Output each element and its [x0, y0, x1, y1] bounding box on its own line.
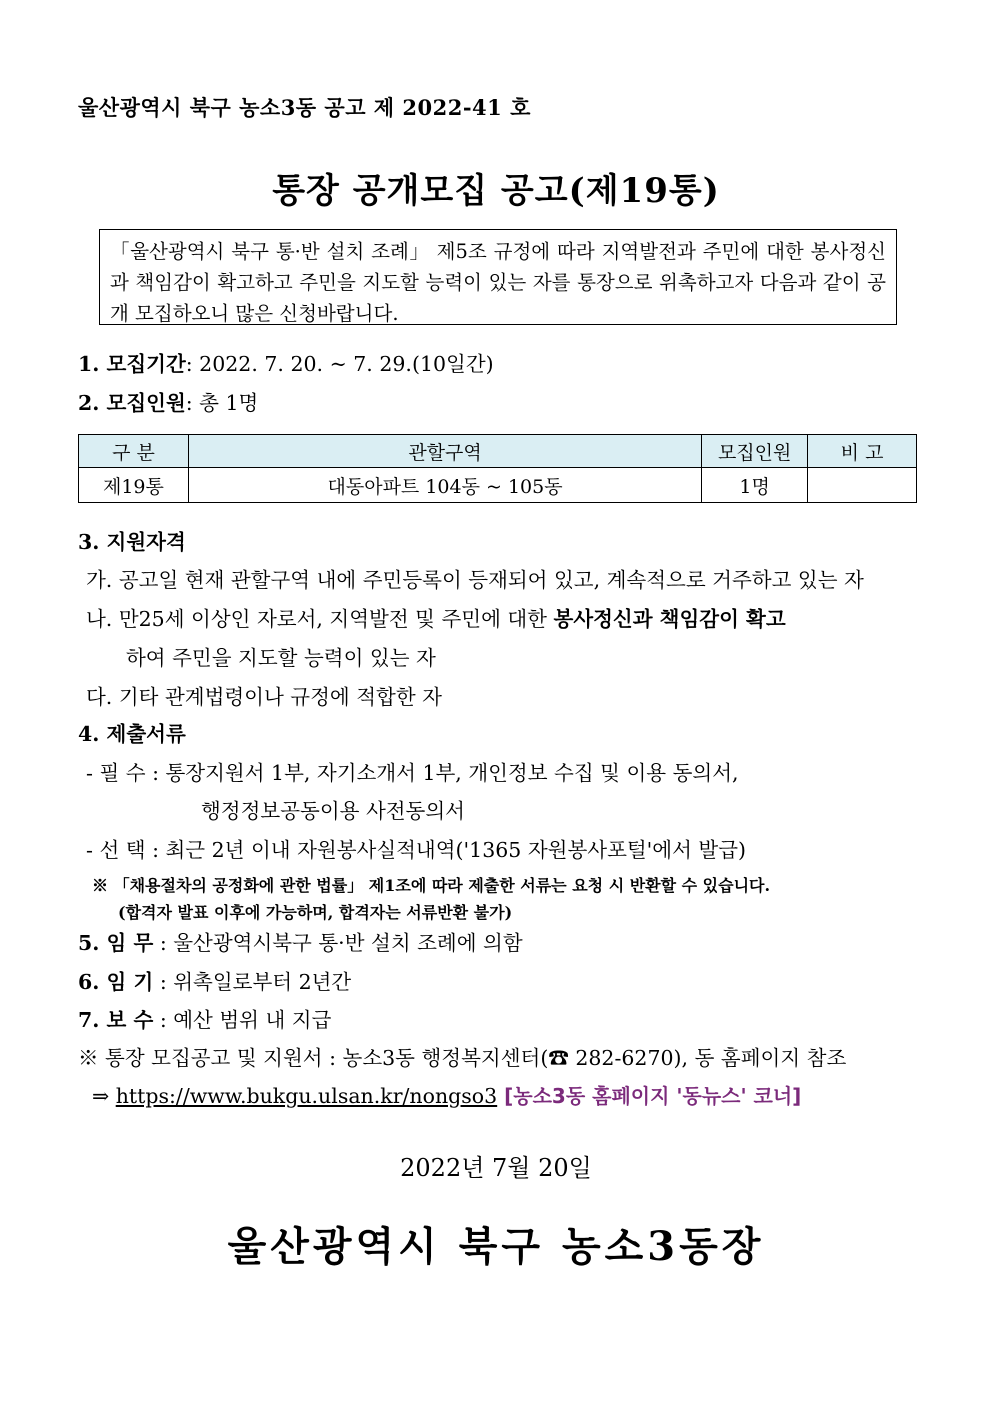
recruit-period: [78, 350, 494, 378]
term-value: : 위촉일로부터 2년간: [159, 970, 352, 994]
cell-area: 대동아파트 104동 ~ 105동: [188, 468, 701, 503]
qualification-b-text: 나. 만25세 이상인 자로서, 지역발전 및 주민에 대한: [86, 607, 554, 631]
pay-value: : 예산 범위 내 지급: [159, 1008, 332, 1032]
documents-title: 4. 제출서류: [78, 722, 186, 746]
duty-line: [78, 929, 523, 957]
header-count: 모집인원: [702, 435, 808, 468]
pay-line: [78, 1006, 331, 1034]
recruit-period-value: : 2022. 7. 20. ~ 7. 29.(10일간): [185, 352, 494, 376]
table-row: [79, 468, 917, 503]
qualification-b-cont: 하여 주민을 지도할 능력이 있는 자: [126, 646, 436, 670]
documents-optional: - 선 택 : 최근 2년 이내 자원봉사실적내역('1365 자원봉사포털'에서 발급): [86, 838, 747, 862]
term-label: 6. 임 기: [78, 970, 154, 994]
header-category: 구 분: [79, 435, 189, 468]
notice-date: 2022년 7월 20일: [400, 1154, 592, 1182]
documents-required-cont: 행정정보공동이용 사전동의서: [201, 799, 465, 823]
term-line: [78, 968, 351, 996]
cell-remark: [808, 468, 917, 503]
recruit-count-label: 2. 모집인원: [78, 391, 186, 415]
cell-count: 1명: [702, 468, 808, 503]
duty-label: 5. 임 무: [78, 931, 154, 955]
notice-number: 울산광역시 북구 농소3동 공고 제 2022-41 호: [78, 95, 531, 120]
recruit-count: [78, 389, 258, 417]
district-table: [78, 434, 917, 503]
documents-note-cont: (합격자 발표 이후에 가능하며, 합격자는 서류반환 불가): [118, 903, 513, 922]
qualification-b-emphasis: 봉사정신과 책임감이 확고: [553, 607, 786, 631]
qualification-c: 다. 기타 관계법령이나 규정에 적합한 자: [86, 685, 442, 709]
recruit-count-value: : 총 1명: [185, 391, 259, 415]
documents-note: ※ 「채용절차의 공정화에 관한 법률」 제1조에 따라 제출한 서류는 요청 시 반환할 수 있습니다.: [92, 876, 771, 895]
reference-url-line: [92, 1080, 801, 1109]
table-header-row: [79, 435, 917, 468]
reference-line: ※ 통장 모집공고 및 지원서 : 농소3동 행정복지센터(☎ 282-6270), 동 홈페이지 참조: [78, 1046, 847, 1070]
duty-value: : 울산광역시북구 통·반 설치 조례에 의함: [159, 931, 523, 955]
header-area: 관할구역: [188, 435, 701, 468]
recruit-period-label: 1. 모집기간: [78, 352, 186, 376]
intro-box: 「울산광역시 북구 통·반 설치 조례」 제5조 규정에 따라 지역발전과 주민에 대한 봉사정신과 책임감이 확고하고 주민을 지도할 능력이 있는 자를 통장으로 위촉하고자 다음과 같이 공개 모집하오니 많은 신청바랍니다.: [99, 229, 897, 325]
issuer-name: 울산광역시 북구 농소3동장: [227, 1223, 765, 1270]
pay-label: 7. 보 수: [78, 1008, 154, 1032]
qualification-b: [86, 605, 786, 633]
header-remark: 비 고: [808, 435, 917, 468]
page-title: 통장 공개모집 공고(제19통): [272, 171, 720, 211]
qualification-a: 가. 공고일 현재 관할구역 내에 주민등록이 등재되어 있고, 계속적으로 거주하고 있는 자: [86, 568, 864, 592]
documents-required: - 필 수 : 통장지원서 1부, 자기소개서 1부, 개인정보 수집 및 이용 동의서,: [86, 761, 739, 785]
homepage-link[interactable]: https://www.bukgu.ulsan.kr/nongso3: [115, 1084, 498, 1108]
cell-category: 제19통: [79, 468, 189, 503]
arrow-icon: ⇒: [92, 1084, 116, 1108]
qualification-title: 3. 지원자격: [78, 530, 186, 554]
news-corner-label: [농소3동 홈페이지 '동뉴스' 코너]: [497, 1084, 802, 1108]
